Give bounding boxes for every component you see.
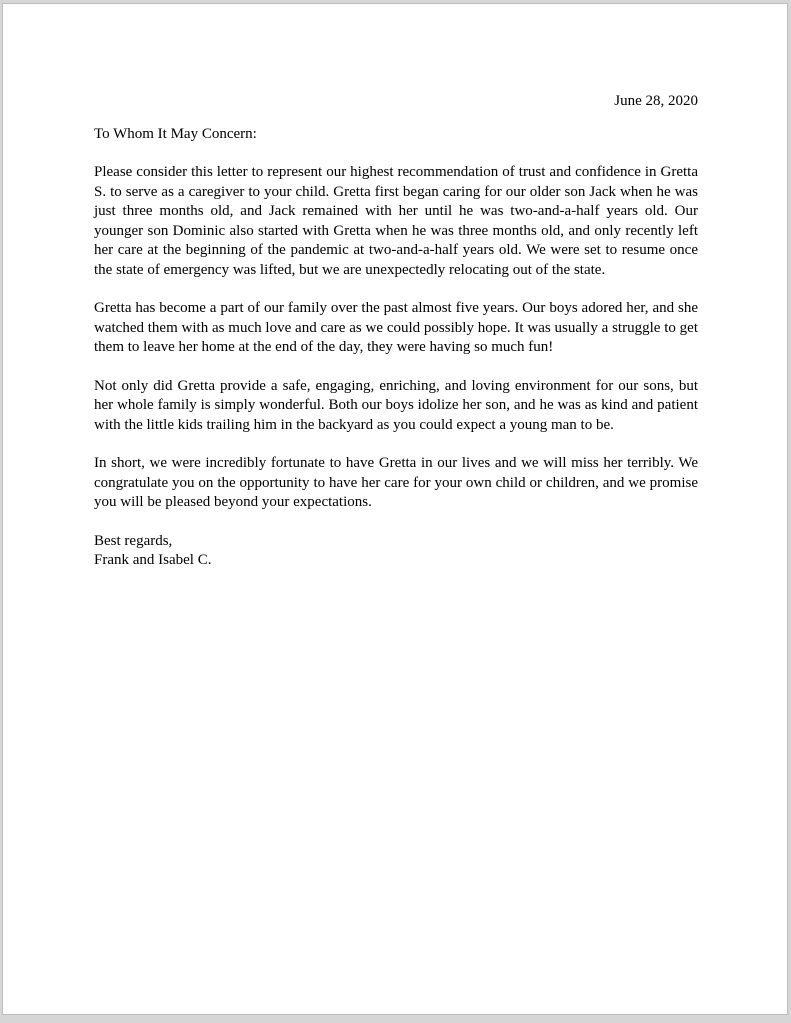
letter-paragraph-1: Please consider this letter to represent our highest recommendation of trust and confidence in Gretta S. to serve as a caregiver to your child. Gretta first began caring for our older son Jack when he was just three months old, and Jack remained with her until he was two-and-a-half years old. Our younger son Dominic also started with Gretta when he was three months old, and only recently left her care at the beginning of the pandemic at two-and-a-half years old. We were set to resume once the state of emergency was lifted, but we are unexpectedly relocating out of the state. <box>94 164 698 278</box>
letter-date: June 28, 2020 <box>614 93 698 109</box>
letter-paragraph-4: In short, we were incredibly fortunate to have Gretta in our lives and we will miss her terribly. We congratulate you on the opportunity to have her care for your own child or children, and we promise you will be pleased beyond your expectations. <box>94 455 698 510</box>
recommendation-letter <box>3 4 787 571</box>
letter-closing: Best regards, <box>94 532 173 549</box>
letter-signature: Frank and Isabel C. <box>94 552 212 568</box>
letter-closing-block <box>94 532 698 571</box>
letter-paragraph-2: Gretta has become a part of our family over the past almost five years. Our boys adored her, and she watched them with as much love and care as we could possibly hope. It was usually a struggle to get them to leave her home at the end of the day, they were having so much fun! <box>94 300 698 355</box>
document-page <box>2 3 788 1015</box>
letter-paragraph-3: Not only did Gretta provide a safe, engaging, enriching, and loving environment for our sons, but her whole family is simply wonderful. Both our boys idolize her son, and he was as kind and patient with the little kids trailing him in the backyard as you could expect a young man to be. <box>94 377 698 433</box>
letter-salutation: To Whom It May Concern: <box>94 125 257 142</box>
